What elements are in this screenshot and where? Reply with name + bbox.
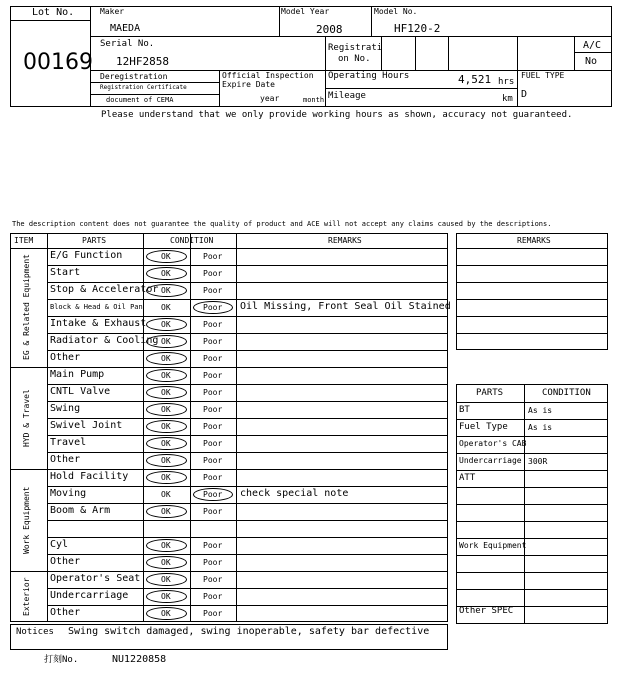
poor-label: Poor: [203, 252, 223, 261]
group-label: EG & Related Equipment: [22, 254, 31, 361]
serial-no-label: Serial No.: [100, 39, 155, 49]
month-label: month: [303, 96, 325, 104]
ac-value: No: [585, 56, 598, 67]
poor-label: Poor: [203, 422, 223, 431]
poor-label: Poor: [203, 320, 223, 329]
model-no-label: Model No.: [374, 7, 418, 16]
description-note: The description content does not guarantee the quality of product and ACE will not accept any claims caused by the descriptions.: [12, 220, 552, 228]
row-part: Moving: [50, 488, 87, 499]
col-parts-header: PARTS: [82, 236, 107, 245]
ok-label: OK: [161, 269, 171, 278]
model-no: HF120-2: [394, 22, 441, 35]
ok-label: OK: [161, 405, 171, 414]
official-inspection-label-2: Expire Date: [222, 80, 275, 89]
serial-no: 12HF2858: [116, 55, 169, 68]
ok-label: OK: [161, 388, 171, 397]
ok-circle-mark: [146, 267, 187, 280]
hrs-label: hrs: [498, 77, 515, 87]
ok-label: OK: [161, 286, 171, 295]
right-remarks-header: REMARKS: [517, 236, 551, 245]
row-part: Other: [50, 454, 81, 465]
group-label: HYD & Travel: [22, 389, 31, 447]
row-part: Swivel Joint: [50, 420, 123, 431]
mileage-label: Mileage: [328, 91, 366, 101]
reg-cert-label: Registration Certificate: [100, 84, 187, 91]
ok-circle-mark: [146, 505, 187, 518]
ok-circle-mark: [146, 250, 187, 263]
row-part: Main Pump: [50, 369, 105, 380]
ok-label: OK: [161, 422, 171, 431]
poor-label: Poor: [203, 303, 223, 312]
notices-text: Swing switch damaged, swing inoperable, safety bar defective: [68, 626, 430, 637]
ok-label: OK: [161, 439, 171, 448]
disclaimer: Please understand that we only provide working hours as shown, accuracy not guaranteed.: [101, 110, 573, 120]
row-part: Intake & Exhaust: [50, 318, 147, 329]
ok-label: OK: [161, 541, 171, 550]
poor-label: Poor: [203, 592, 223, 601]
maker-label: Maker: [100, 7, 125, 16]
deregistration-label: Deregistration: [100, 72, 168, 81]
ok-label: OK: [161, 252, 171, 261]
ok-label: OK: [161, 303, 171, 312]
ok-label: OK: [161, 354, 171, 363]
stamp-label: 打刻No.: [44, 655, 79, 665]
row-part: Operator's Seat: [50, 573, 141, 584]
poor-label: Poor: [203, 473, 223, 482]
group-label: Work Equipment: [22, 486, 31, 554]
ok-circle-mark: [146, 573, 187, 586]
group-label: Exterior: [22, 577, 31, 616]
work-equipment-label: Work Equipment: [459, 541, 527, 550]
poor-label: Poor: [203, 405, 223, 414]
poor-label: Poor: [203, 354, 223, 363]
ok-label: OK: [161, 558, 171, 567]
poor-label: Poor: [203, 388, 223, 397]
ok-circle-mark: [146, 284, 187, 297]
right-part: Undercarriage: [459, 456, 522, 465]
poor-label: Poor: [203, 286, 223, 295]
ok-circle-mark: [146, 318, 187, 331]
row-remark: Oil Missing, Front Seal Oil Stained: [240, 301, 451, 312]
row-remark: check special note: [240, 488, 349, 499]
registration-label-1: Registrati: [328, 43, 383, 53]
ok-label: OK: [161, 575, 171, 584]
poor-label: Poor: [203, 507, 223, 516]
right-condition-header: CONDITION: [542, 388, 591, 398]
ok-circle-mark: [146, 539, 187, 552]
row-part: Hold Facility: [50, 471, 129, 482]
model-year-label: Model Year: [281, 7, 330, 16]
poor-label: Poor: [203, 337, 223, 346]
km-label: km: [502, 94, 513, 104]
ok-label: OK: [161, 473, 171, 482]
poor-label: Poor: [203, 575, 223, 584]
right-parts-header: PARTS: [476, 388, 504, 398]
maker: MAEDA: [110, 23, 141, 34]
right-condition: 300R: [528, 457, 548, 466]
poor-circle-mark: [193, 488, 233, 501]
ok-label: OK: [161, 609, 171, 618]
doc-cema-label: document of CEMA: [106, 96, 174, 104]
ok-circle-mark: [146, 369, 187, 382]
ok-circle-mark: [146, 420, 187, 433]
col-item-header: ITEM: [14, 236, 34, 245]
ok-label: OK: [161, 337, 171, 346]
right-part: Fuel Type: [459, 422, 508, 432]
poor-label: Poor: [203, 456, 223, 465]
ac-label: A/C: [583, 40, 602, 51]
ok-circle-mark: [146, 454, 187, 467]
row-part: Travel: [50, 437, 87, 448]
row-part: CNTL Valve: [50, 386, 111, 397]
poor-label: Poor: [203, 269, 223, 278]
other-spec-label: Other SPEC: [459, 606, 514, 616]
ok-label: OK: [161, 371, 171, 380]
row-part: Stop & Accelerator: [50, 284, 159, 295]
poor-label: Poor: [203, 439, 223, 448]
row-part: Cyl: [50, 539, 69, 550]
row-part: Undercarriage: [50, 590, 129, 601]
row-part: Swing: [50, 403, 81, 414]
right-condition: As is: [528, 406, 553, 415]
poor-label: Poor: [203, 558, 223, 567]
row-part: E/G Function: [50, 250, 123, 261]
poor-label: Poor: [203, 371, 223, 380]
lot-no: 00169: [23, 50, 93, 75]
ok-label: OK: [161, 320, 171, 329]
row-part: Other: [50, 352, 81, 363]
poor-label: Poor: [203, 490, 223, 499]
operating-hours: 4,521: [458, 73, 492, 86]
poor-label: Poor: [203, 609, 223, 618]
notices-label: Notices: [16, 627, 54, 637]
row-part: Block & Head & Oil Pan: [50, 303, 143, 311]
col-condition-header: CONDITION: [170, 236, 214, 245]
poor-label: Poor: [203, 541, 223, 550]
ok-circle-mark: [146, 437, 187, 450]
ok-circle-mark: [146, 352, 187, 365]
ok-label: OK: [161, 456, 171, 465]
ok-circle-mark: [146, 556, 187, 569]
poor-circle-mark: [193, 301, 233, 314]
ok-label: OK: [161, 507, 171, 516]
ok-circle-mark: [146, 471, 187, 484]
col-remarks-header: REMARKS: [328, 236, 362, 245]
official-inspection-label-1: Official Inspection: [222, 71, 314, 80]
model-year: 2008: [316, 23, 343, 36]
ok-circle-mark: [146, 607, 187, 620]
right-part: ATT: [459, 473, 476, 483]
right-condition: As is: [528, 423, 553, 432]
row-part: Boom & Arm: [50, 505, 111, 516]
ok-label: OK: [161, 490, 171, 499]
ok-circle-mark: [146, 590, 187, 603]
row-part: Radiator & Cooling: [50, 335, 159, 346]
ok-circle-mark: [146, 335, 187, 348]
registration-label-2: on No.: [338, 54, 371, 64]
lot-no-label: Lot No.: [32, 7, 75, 18]
row-part: Start: [50, 267, 81, 278]
row-part: Other: [50, 556, 81, 567]
ok-circle-mark: [146, 386, 187, 399]
stamp-no: NU1220858: [112, 654, 167, 665]
right-part: BT: [459, 405, 470, 415]
year-label: year: [260, 94, 280, 103]
fuel-type-label: FUEL TYPE: [521, 71, 565, 80]
row-part: Other: [50, 607, 81, 618]
right-part: Operator's CAB: [459, 439, 527, 448]
fuel-type: D: [521, 89, 528, 100]
operating-hours-label: Operating Hours: [328, 71, 410, 81]
ok-circle-mark: [146, 403, 187, 416]
ok-label: OK: [161, 592, 171, 601]
